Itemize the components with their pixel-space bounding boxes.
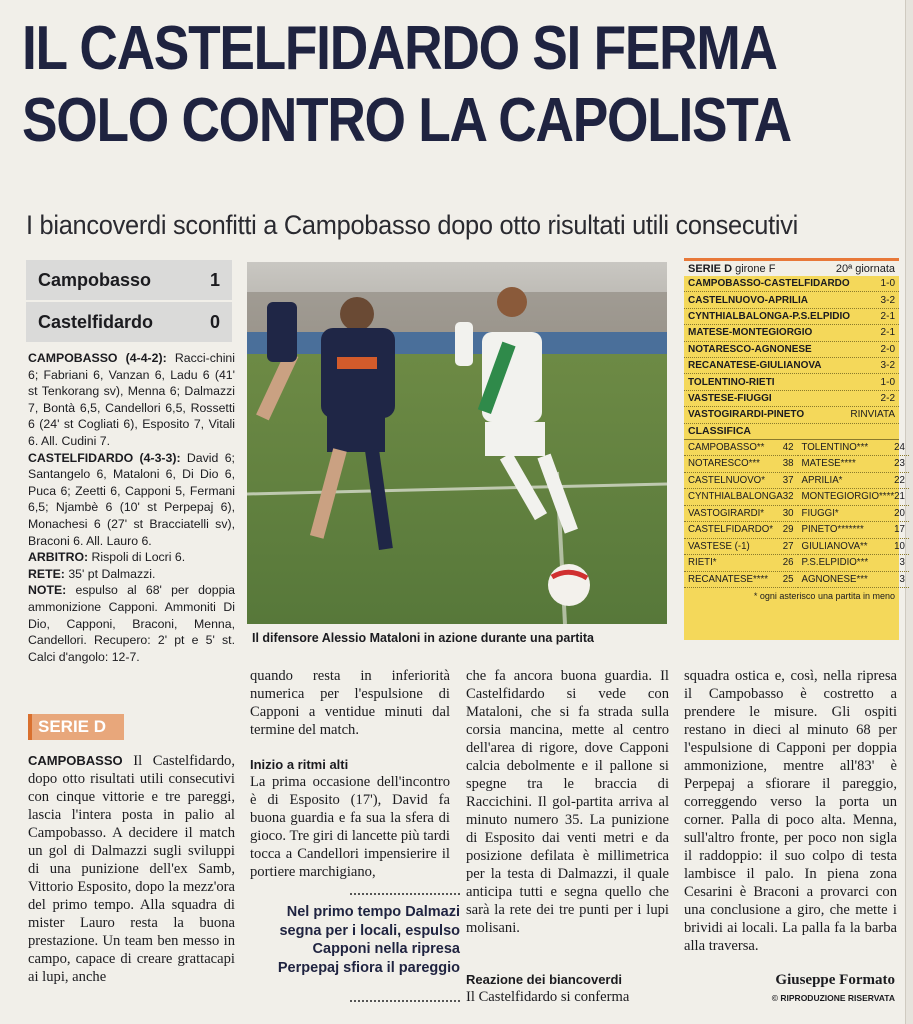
headline-line-2: SOLO CONTRO LA CAPOLISTA [22,86,791,155]
result-score: 1-0 [880,278,895,290]
result-row [684,325,899,341]
result-row [684,358,899,374]
classifica-team: CAMPOBASSO** [688,441,765,453]
home-lineup: Racci-chini 6; Fabriani 6, Vanzan 6, Ladu 6 (41' st Tenkorang sv), Menna 6; Dalmazzi 7, Bontà 6,5, Candellori 6,5, Rossetti 6 (24' st Cogliati 6), Esposito 7, Vitali 6. All. Cudini 7. [28,351,235,448]
result-row [684,407,899,423]
result-score: 3-2 [880,294,895,306]
notes: espulso al 68' per doppia ammonizione Capponi. Ammoniti Di Dio, Capponi, Braconi, Menna, Candellori. Recupero: 2' pt e 5' st. Calci d'angolo: 12-7. [28,583,235,664]
column-4-body: squadra ostica e, così, nella ripresa il Campobasso è costretto a prendere le misure. Gli ospiti restano in dieci al minuto 68 per l'espulsione di Capponi per doppia ammonizione, mentre all'83' è Perpepaj a sfiorare il pareggio, correggendo verso la porta un corner. Palla di poco alta. Menna, sull'altro fronte, per poco non sigla il raddoppio: il suo colpo di testa lambisce il palo. In piena zona Cesarini è Braconi a provarci con una conclusione a giro, che mette i brividi ai locali. La palla fa la barba alla traversa. [684,668,897,954]
classifica-points: 20 [894,507,905,519]
round-label: 20ª giornata [835,262,895,275]
result-row [684,391,899,407]
result-match: RECANATESE-GIULIANOVA [688,360,822,372]
result-match: CAMPOBASSO-CASTELFIDARDO [688,278,850,290]
classifica-entry [684,506,798,523]
quote-rule-top [350,893,460,895]
column-3-tail: Il Castelfidardo si conferma [466,989,630,1005]
result-match: CASTELNUOVO-APRILIA [688,294,808,306]
classifica-team: CYNTHIALBALONGA [688,491,783,503]
result-score: 2-1 [880,310,895,322]
classifica-team: P.S.ELPIDIO*** [801,557,869,569]
classifica-points: 10 [894,540,905,552]
photo-caption: Il difensore Alessio Mataloni in azione durante una partita [252,631,594,645]
match-photo [247,262,667,624]
score-team: Castelfidardo [38,311,154,332]
result-match: VASTOGIRARDI-PINETO [688,409,805,421]
classifica-team: GIULIANOVA** [801,540,868,552]
result-score: 2-1 [880,327,895,339]
score-row-away [26,302,232,342]
classifica-entry [684,489,798,506]
headline-line-1: IL CASTELFIDARDO SI FERMA [22,14,777,83]
classifica-team: RECANATESE**** [688,573,769,585]
home-lineup-label: CAMPOBASSO (4-4-2): [28,351,167,365]
classifica-team: MONTEGIORGIO**** [801,491,895,503]
classifica-entry [798,539,909,556]
standings-footnote: * ogni asterisco una partita in meno [753,591,895,602]
classifica-entry [798,489,909,506]
away-lineup: David 6; Santangelo 6, Mataloni 6, Di Dio 6, Puca 6; Zeetti 6, Capponi 5, Fermani 6,5; Njambè 6 (10' st Perpepaj 6), Monachesi 6 (27' st Bracciatelli sv), Braconi 6. All. Lauro 6. [28,450,235,548]
classifica-team: VASTESE (-1) [688,540,750,552]
classifica-entry [798,456,909,473]
classifica-team: APRILIA* [801,474,843,486]
standings-box [684,258,905,640]
photo-illustration [247,262,667,624]
referee-label: ARBITRO: [28,550,89,565]
result-row [684,276,899,292]
article-column-1 [28,752,235,986]
classifica-team: AGNONESE*** [801,573,868,585]
result-row [684,342,899,358]
classifica-points: 32 [782,491,794,503]
result-row [684,309,899,325]
classifica-team: PINETO******* [801,524,864,536]
classifica-grid [684,440,905,589]
classifica-entry [684,539,798,556]
classifica-points: 27 [782,540,794,552]
classifica-team: TOLENTINO*** [801,441,869,453]
group-name: girone F [735,262,776,275]
referee: Rispoli di Locri 6. [91,550,186,565]
result-match: CYNTHIALBALONGA-P.S.ELPIDIO [688,310,851,322]
away-lineup-label: CASTELFIDARDO (4-3-3): [28,450,181,465]
classifica-team: NOTARESCO*** [688,458,760,470]
classifica-entry [798,440,909,457]
notes-label: NOTE: [28,583,67,598]
result-score: 1-0 [880,376,895,388]
subhead-reazione: Reazione dei biancoverdi [466,972,623,987]
result-match: TOLENTINO-RIETI [688,376,775,388]
column-1-text: Il Castelfidardo, dopo otto risultati utili consecutivi con cinque vittorie e tre pareggi, lascia l'intera posta in palio al Campobasso. A decidere il match un gol di Dalmazzi sugli sviluppi di una punizione dell'ex Samb, Vittorio Esposito, dopo la mezz'ora del primo tempo. Alla squadra di mister Lauro resta la buona prestazione. Un team ben messo in campo, capace di creare grattacapi ai lupi, anche [28,753,235,985]
result-match: NOTARESCO-AGNONESE [688,343,812,355]
classifica-entry [684,456,798,473]
classifica-points: 42 [782,441,794,453]
classifica-team: VASTOGIRARDI* [688,507,765,519]
classifica-points: 29 [782,524,794,536]
classifica-entry [798,555,909,572]
classifica-points: 21 [894,491,905,503]
results-list [684,276,899,424]
classifica-points: 17 [894,524,905,536]
league-name: SERIE D [688,262,733,275]
classifica-team: MATESE**** [801,458,856,470]
classifica-entry [798,506,909,523]
section-label: SERIE D [28,714,124,740]
column-3-body: che fa ancora buona guardia. Il Castelfidardo si vede con Mataloni, che si fa strada sulla corsia mancina, mette al centro dell'area di rigore, dove Capponi calcia debolmente e il pallone si spegne tra le braccia di Raccichini. Il gol-partita arriva al minuto numero 35. La punizione di Esposito dai venti metri e da posizione defilata è millimetrica per la testa di Dalmazzi, il quale anticipa tutti e segna quello che sarà la rete dei tre punti per i lupi molisani. [466,668,669,936]
classifica-points: 38 [782,458,794,470]
subhead-inizio: Inizio a ritmi alti [250,757,349,772]
classifica-entry [684,572,798,589]
quote-rule-bottom [350,1000,460,1002]
headline [22,14,899,155]
classifica-entry [684,522,798,539]
lineups [28,350,235,665]
classifica-entry [684,555,798,572]
classifica-team: RIETI* [688,557,717,569]
classifica-points: 30 [782,507,794,519]
author: Giuseppe Formato [775,972,895,988]
score-row-home [26,260,232,300]
pull-quote: Nel primo tempo Dalmazi segna per i locali, espulso Capponi nella ripresa Perpepaj sfiora il pareggio [277,904,460,976]
classifica-team: CASTELNUOVO* [688,474,765,486]
result-score: 2-2 [880,392,895,404]
classifica-points: 22 [894,474,905,486]
classifica-team: CASTELFIDARDO* [688,524,774,536]
classifica-title: CLASSIFICA [684,424,899,440]
classifica-entry [684,473,798,490]
classifica-points: 25 [782,573,794,585]
classifica-entry [684,440,798,457]
result-row [684,374,899,390]
column-2-body: La prima occasione dell'incontro è di Esposito (17'), David fa buona guardia e fa sua la sfera di gioco. Tre giri di lancette più tardi tocca a Candellori impensierire il portiere marchigiano, [250,774,450,880]
result-match: MATESE-MONTEGIORGIO [688,327,813,339]
classifica-points: 26 [782,557,794,569]
result-score: 3-2 [880,360,895,372]
classifica-points: 23 [894,458,905,470]
classifica-points: 37 [782,474,794,486]
result-match: VASTESE-FIUGGI [688,392,772,404]
goal: 35' pt Dalmazzi. [68,566,156,581]
result-row [684,292,899,308]
result-score: 2-0 [880,343,895,355]
score-goals: 1 [209,269,220,290]
classifica-entry [798,473,909,490]
goal-label: RETE: [28,566,65,581]
classifica-team: FIUGGI* [801,507,839,519]
copyright: © RIPRODUZIONE RISERVATA [771,993,895,1003]
classifica-entry [798,572,909,589]
classifica-points: 3 [899,573,905,585]
classifica-points: 3 [899,557,905,569]
standings-header [684,258,899,276]
dateline: CAMPOBASSO [28,753,123,768]
classifica-entry [798,522,909,539]
score-team: Campobasso [38,269,152,290]
score-goals: 0 [209,311,220,332]
result-score: RINVIATA [850,409,895,421]
classifica-points: 24 [894,441,905,453]
subtitle: I biancoverdi sconfitti a Campobasso dopo otto risultati utili consecutivi [26,210,798,240]
column-2-top: quando resta in inferiorità numerica per l'espulsione di Capponi a ventidue minuti dal termine del match. [250,668,450,738]
